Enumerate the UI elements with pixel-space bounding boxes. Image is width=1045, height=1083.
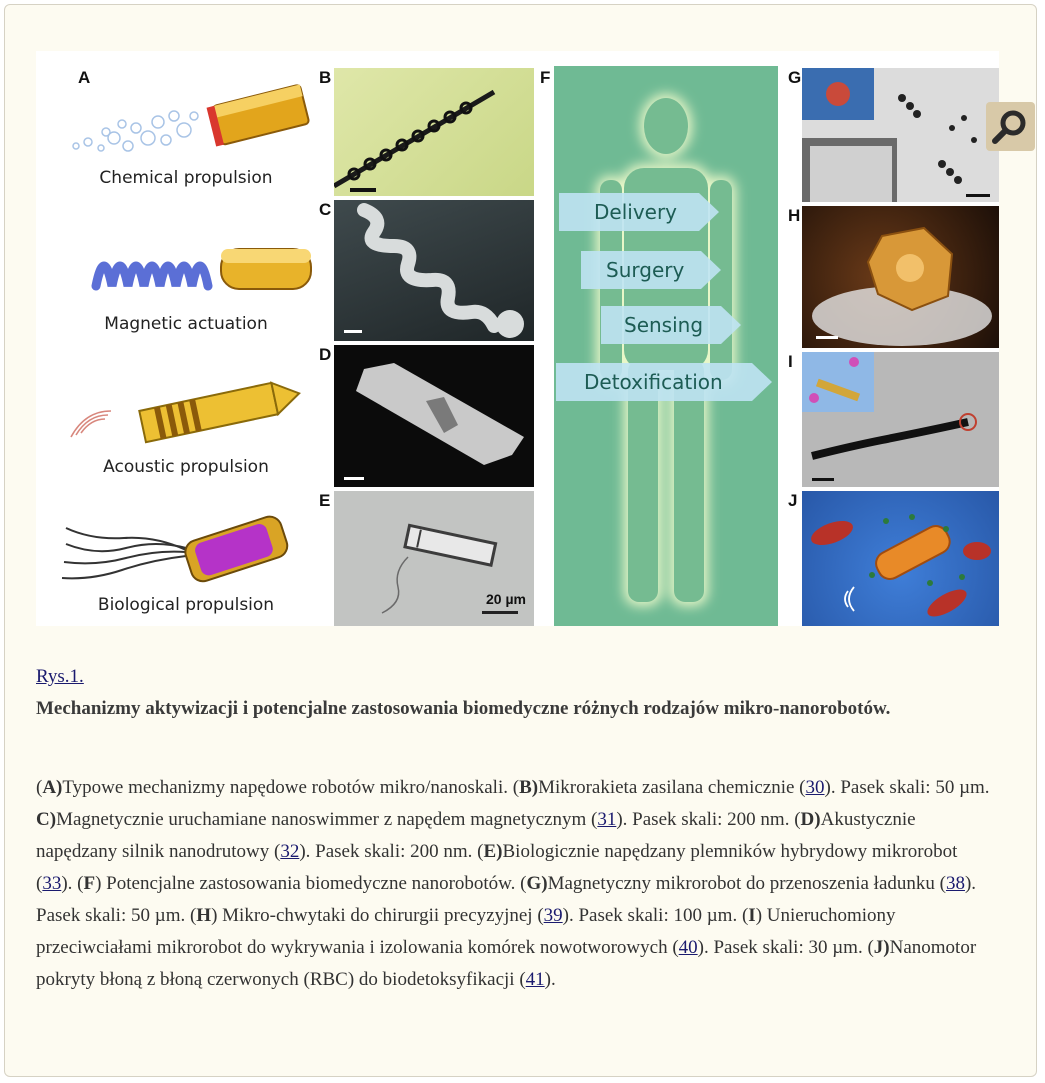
reference-link[interactable]: 33 bbox=[42, 873, 62, 894]
panel-ref-bold: C) bbox=[36, 809, 57, 830]
figure-number-link[interactable]: Rys.1. bbox=[36, 666, 84, 687]
panel-ref-bold: F bbox=[83, 873, 96, 894]
caption-text: ). Pasek skali: 200 nm. ( bbox=[299, 841, 484, 862]
panel-f-applications bbox=[554, 66, 778, 626]
caption-text: ). bbox=[544, 969, 556, 990]
caption-text: ). Pasek skali: 30 µm. ( bbox=[697, 937, 874, 958]
panel-ref-bold: I bbox=[748, 905, 756, 926]
acoustic-nanowire-illustration bbox=[66, 373, 306, 448]
panel-letter-c: C bbox=[319, 200, 332, 219]
caption-text: Magnetycznie uruchamiane nanoswimmer z napędem magnetycznym ( bbox=[56, 809, 598, 830]
caption-text: ( bbox=[36, 777, 43, 798]
panel-d-nanowire-photo bbox=[334, 345, 534, 487]
panel-letter-h: H bbox=[788, 206, 801, 225]
panel-e-scale-bar-label: 20 µm bbox=[486, 591, 526, 607]
caption-text: ) Unieruchomiony przeciwciałami mikrorobot do wykrywania i izolowania komórek nowotworowych ( bbox=[36, 905, 896, 958]
application-sensing-label: Sensing bbox=[624, 313, 704, 337]
caption-text: Magnetyczny mikrorobot do przenoszenia ładunku ( bbox=[547, 873, 946, 894]
caption-text: ). ( bbox=[61, 873, 84, 894]
magnetic-actuation-label: Magnetic actuation bbox=[104, 314, 268, 334]
panel-ref-bold: D) bbox=[800, 809, 821, 830]
panel-letter-g: G bbox=[788, 68, 802, 87]
application-delivery-label: Delivery bbox=[594, 200, 678, 224]
caption-text: Mikrorakieta zasilana chemicznie ( bbox=[538, 777, 806, 798]
panel-ref-bold: B) bbox=[519, 777, 539, 798]
figure-caption-title: Mechanizmy aktywizacji i potencjalne zastosowania biomedyczne różnych rodzajów mikro-nanorobotów. bbox=[36, 698, 891, 719]
caption-text: ). Pasek skali: 50 µm. ( bbox=[36, 873, 977, 926]
application-surgery-label: Surgery bbox=[606, 258, 685, 282]
panel-letter-b: B bbox=[319, 68, 332, 87]
caption-text: Biologicznie napędzany plemników hybrydowy mikrorobot ( bbox=[36, 841, 958, 894]
panel-letter-a: A bbox=[78, 68, 91, 87]
caption-text: Akustycznie napędzany silnik nanodrutowy ( bbox=[36, 809, 916, 862]
biological-sperm-robot-illustration bbox=[56, 506, 316, 591]
panel-h-microgripper-photo bbox=[802, 206, 999, 348]
acoustic-propulsion-label: Acoustic propulsion bbox=[103, 457, 269, 477]
figure-caption-body bbox=[36, 772, 996, 996]
chemical-propulsion-label: Chemical propulsion bbox=[99, 168, 273, 188]
caption-text: ) Potencjalne zastosowania biomedyczne nanorobotów. ( bbox=[95, 873, 527, 894]
caption-text: ). Pasek skali: 100 µm. ( bbox=[562, 905, 749, 926]
panel-ref-bold: J) bbox=[873, 937, 890, 958]
magnetic-helix-illustration bbox=[91, 231, 331, 311]
caption-text: Nanomotor pokryty błoną z błoną czerwonych (RBC) do biodetoksyfikacji ( bbox=[36, 937, 977, 990]
panel-letter-f: F bbox=[540, 68, 551, 87]
panel-ref-bold: A) bbox=[42, 777, 63, 798]
panel-i-cancer-cell-robot-photo bbox=[802, 352, 999, 487]
reference-link[interactable]: 38 bbox=[945, 873, 965, 894]
panel-j-rbc-nanomotor-illustration bbox=[802, 491, 999, 626]
panel-c-nanoswimmer-photo bbox=[334, 200, 534, 341]
panel-letter-i: I bbox=[788, 352, 793, 371]
panel-letter-d: D bbox=[319, 345, 332, 364]
reference-link[interactable]: 30 bbox=[805, 777, 825, 798]
panel-letter-e: E bbox=[319, 491, 331, 510]
application-detoxification-label: Detoxification bbox=[584, 370, 723, 394]
panel-ref-bold: H bbox=[196, 905, 212, 926]
magnifier-icon bbox=[986, 102, 1035, 151]
biological-propulsion-label: Biological propulsion bbox=[97, 595, 275, 615]
reference-link[interactable]: 39 bbox=[543, 905, 563, 926]
caption-text: ) Mikro-chwytaki do chirurgii precyzyjnej ( bbox=[211, 905, 544, 926]
figure-image[interactable] bbox=[36, 51, 999, 626]
panel-g-cargo-robot-photo bbox=[802, 68, 999, 202]
caption-text: ). Pasek skali: 200 nm. ( bbox=[616, 809, 801, 830]
zoom-icon[interactable] bbox=[986, 102, 1035, 151]
figure-caption-link-line bbox=[36, 661, 996, 693]
reference-link[interactable]: 31 bbox=[597, 809, 617, 830]
panel-ref-bold: G) bbox=[526, 873, 548, 894]
reference-link[interactable]: 41 bbox=[525, 969, 545, 990]
caption-text: Typowe mechanizmy napędowe robotów mikro/nanoskali. ( bbox=[62, 777, 520, 798]
panel-ref-bold: E) bbox=[483, 841, 503, 862]
panel-letter-j: J bbox=[788, 491, 798, 510]
caption-text: ). Pasek skali: 50 µm. bbox=[824, 777, 990, 798]
reference-link[interactable]: 40 bbox=[678, 937, 698, 958]
human-silhouette-illustration bbox=[554, 66, 778, 626]
chemical-microrocket-illustration bbox=[66, 76, 316, 171]
panel-b-microrocket-photo bbox=[334, 68, 534, 196]
reference-link[interactable]: 32 bbox=[280, 841, 300, 862]
